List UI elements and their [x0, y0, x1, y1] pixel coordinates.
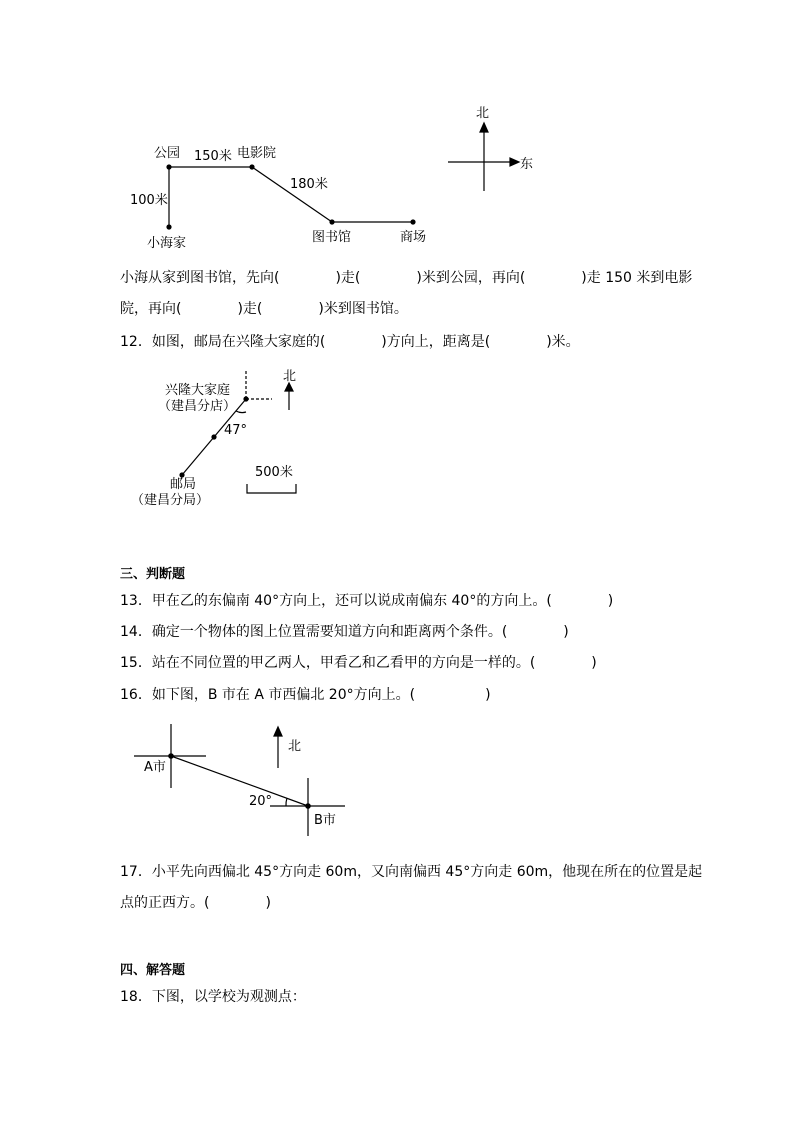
q18-text: 18．下图，以学校为观测点： [120, 989, 306, 1005]
distance-park-cinema: 150米 [194, 149, 232, 164]
home-label: 小海家 [147, 236, 187, 251]
q17-line1: 17．小平先向西偏北 45°方向走 60m，又向南偏西 45°方向走 60m，他现在所在的位置是起 [120, 864, 703, 880]
north-arrow-head [274, 727, 282, 736]
city-a-point [168, 753, 174, 759]
library-label: 图书馆 [312, 230, 352, 245]
park-label: 公园 [154, 146, 181, 161]
q17-line2: 点的正西方。( ) [120, 895, 271, 911]
q14-text: 14．确定一个物体的图上位置需要知道方向和距离两个条件。( ) [120, 624, 569, 640]
mall-label: 商场 [400, 230, 427, 245]
compass-north-label: 北 [476, 106, 490, 121]
q16-text: 16．如下图，B 市在 A 市西偏北 20°方向上。( ) [120, 687, 491, 703]
city-a-label: A市 [144, 760, 166, 775]
north-label: 北 [288, 739, 302, 754]
q11-line2: 院，再向( )走( )米到图书馆。 [120, 301, 408, 317]
q15-text: 15．站在不同位置的甲乙两人，甲看乙和乙看甲的方向是一样的。( ) [120, 655, 597, 671]
q13-text: 13．甲在乙的东偏南 40°方向上，还可以说成南偏东 40°的方向上。( ) [120, 593, 614, 609]
q11-line1: 小海从家到图书馆，先向( )走( )米到公园，再向( )走 150 米到电影 [120, 270, 693, 286]
city-b-label: B市 [314, 813, 336, 828]
distance-home-park: 100米 [130, 193, 168, 208]
north-label: 北 [283, 369, 297, 384]
q12-text: 12．如图，邮局在兴隆大家庭的( )方向上，距离是( )米。 [120, 334, 580, 350]
store-name-label: 兴隆大家庭 [165, 383, 231, 398]
section3-title: 三、判断题 [120, 567, 186, 582]
angle-label: 47° [224, 423, 248, 438]
compass-east-label: 东 [520, 157, 534, 172]
store-sub-label: （建昌分店） [158, 399, 237, 414]
angle-arc [286, 798, 287, 806]
distance-cinema-library: 180米 [290, 177, 328, 192]
scale-label: 500米 [255, 465, 293, 480]
cinema-label: 电影院 [237, 146, 277, 161]
post-sub-label: （建昌分局） [131, 493, 210, 508]
city-b-point [305, 803, 311, 809]
post-name-label: 邮局 [170, 477, 197, 492]
section4-title: 四、解答题 [120, 963, 186, 978]
angle-label: 20° [249, 794, 273, 809]
